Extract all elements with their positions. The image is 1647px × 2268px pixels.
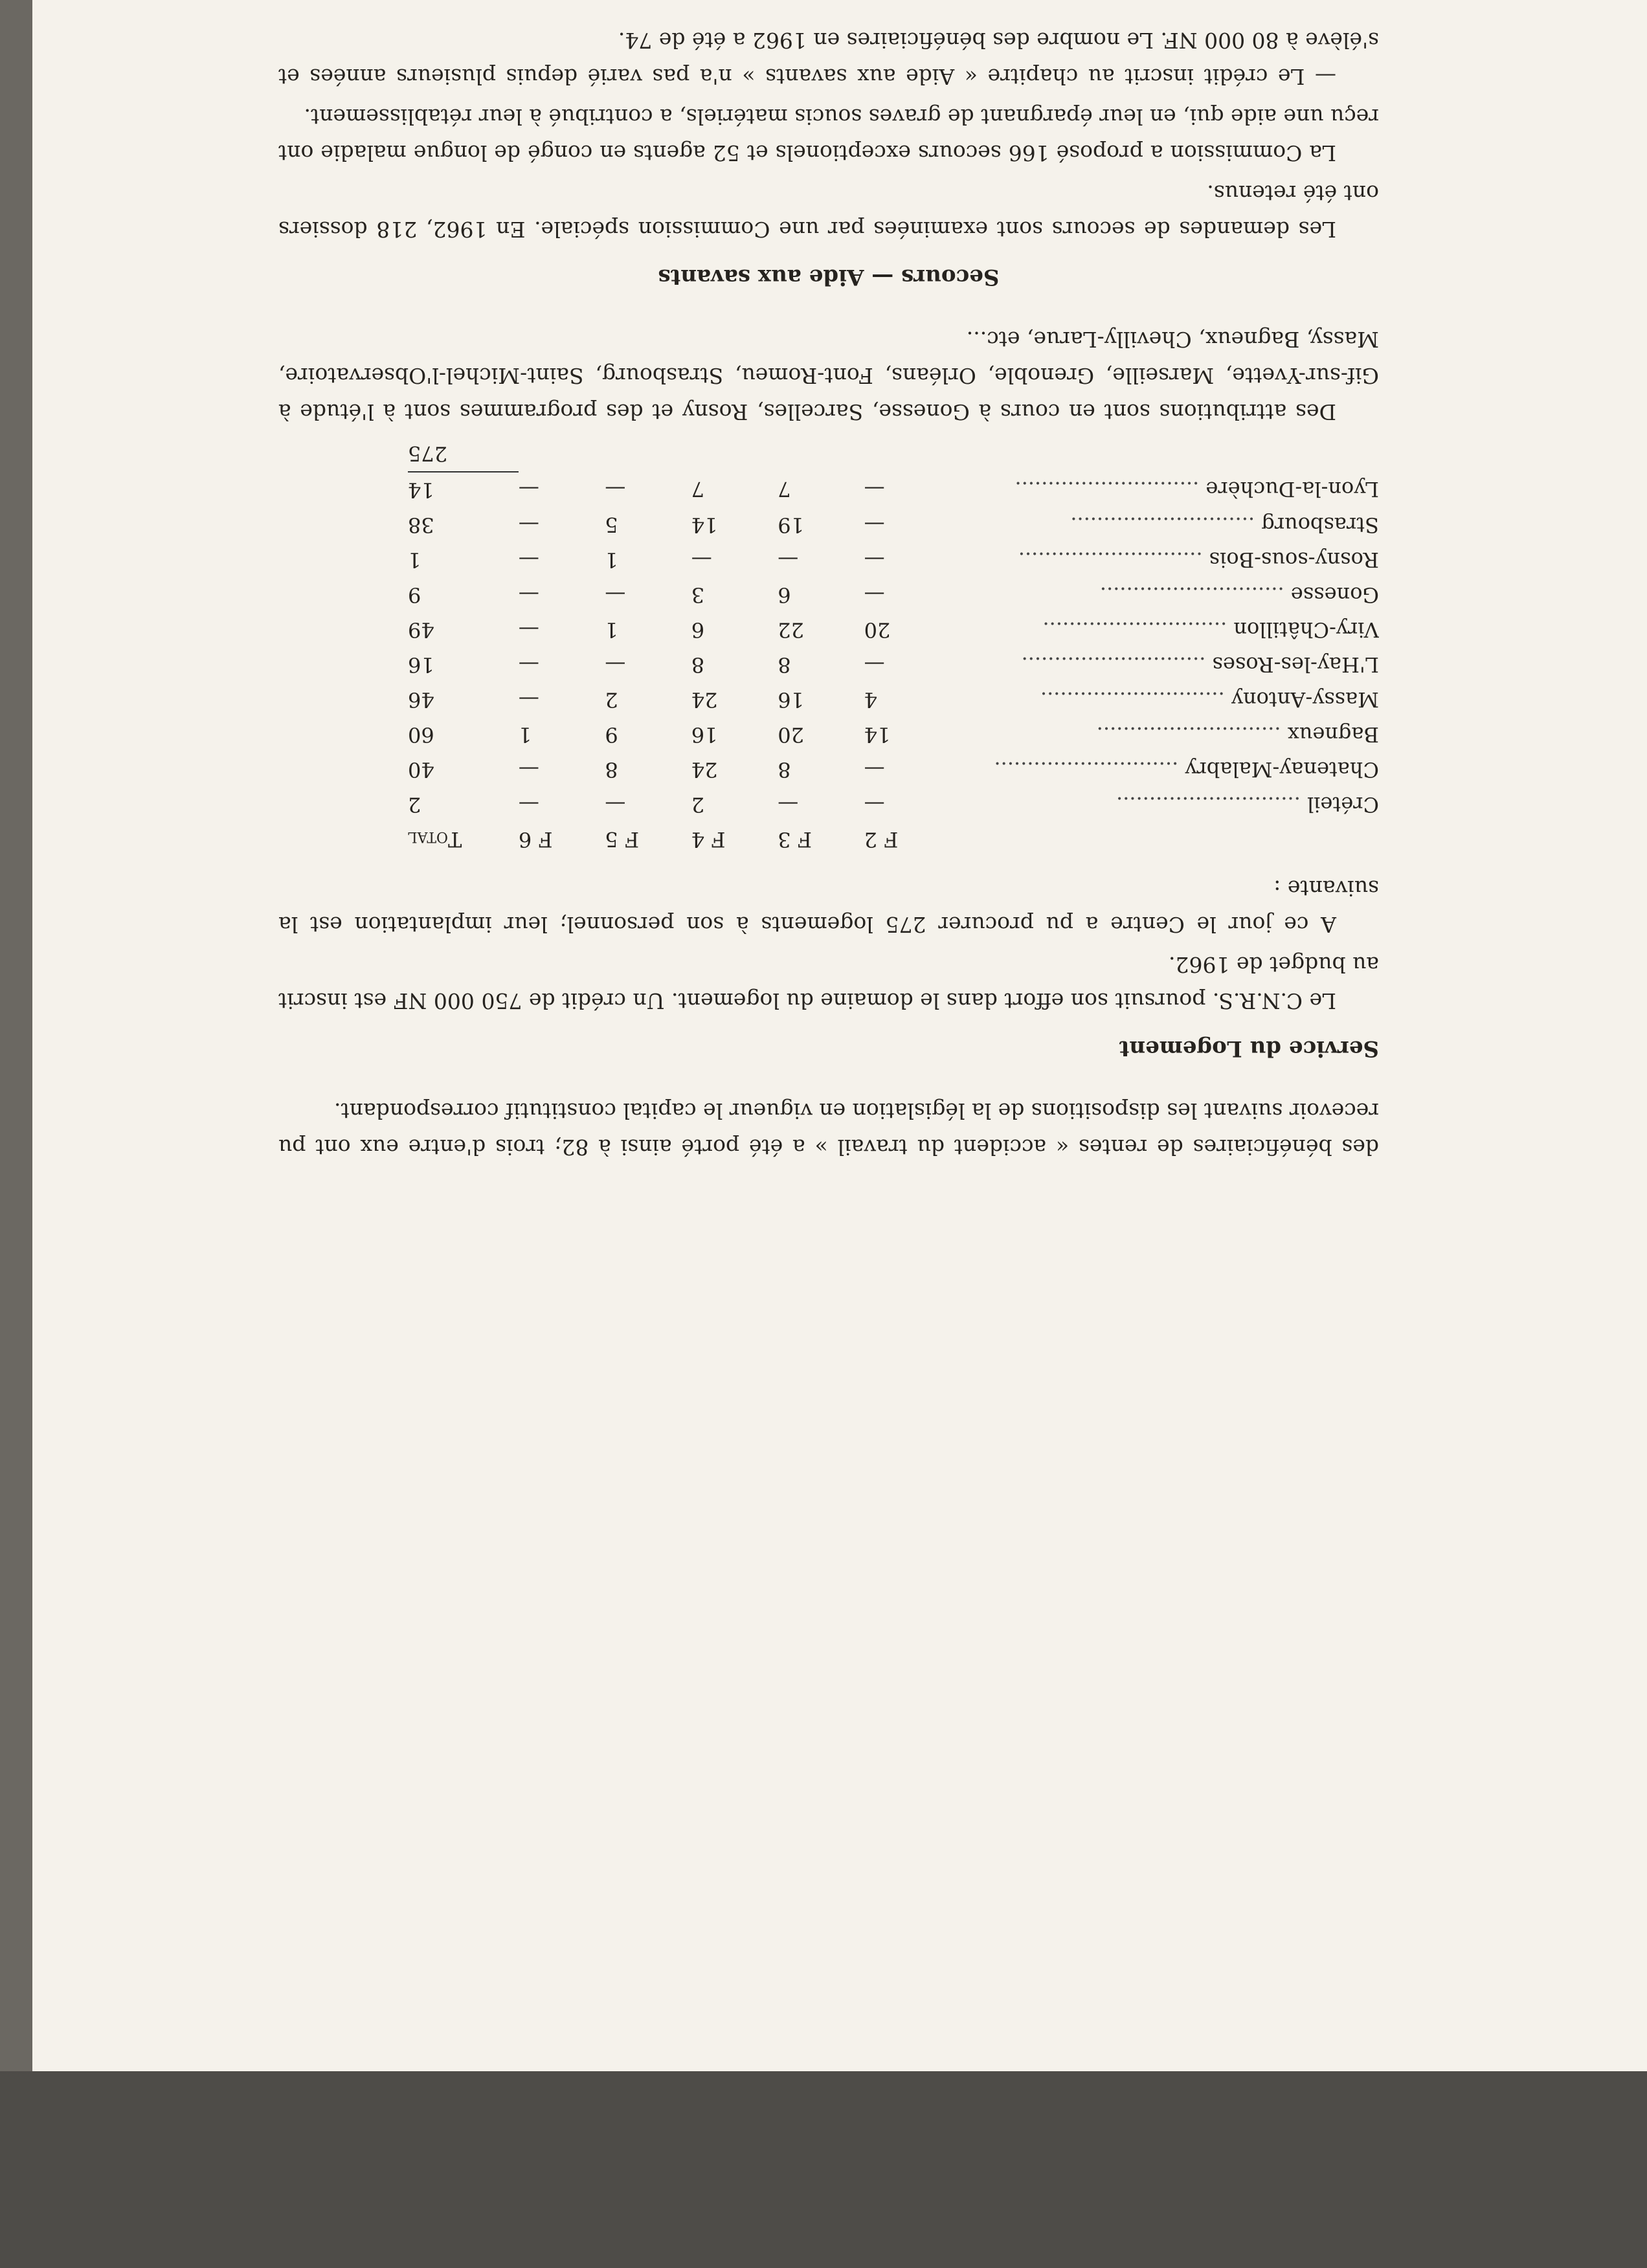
cell-f5: 9 [605,722,618,747]
header-f5: F 5 [605,827,640,852]
cell-f2: — [864,652,885,677]
housing-paragraph-3: Des attributions sont en cours à Gonesse, Sarcelles, Rosny et des programmes sont à l'étude à Gif-sur-Yvette, Marseille, Grenoble, Orléans, Font-Romeu, Strasbourg, Saint-Michel-l'Observatoire, Massy, Bagneux, Chevilly-Larue, etc... [278,327,1379,425]
table-row [408,542,1379,577]
city [950,542,1379,577]
cell-f3: 6 [778,583,791,607]
rotated-page-content [32,0,1647,2071]
grand-total-row [408,436,1379,471]
table-row [408,752,1379,787]
aid-paragraph-3: — Le crédit inscrit au chapitre « Aide aux savants » n'a pas varié depuis plusieurs années et s'élève à 80 000 NF. Le nombre des bénéficiaires en 1962 a été de 74. [278,28,1379,89]
leader-dots: ............................ [1042,617,1234,642]
city-name: L'Hay-les-Roses [1212,652,1379,677]
cell-total: 46 [408,687,434,712]
city-name: Gonesse [1290,583,1379,607]
city [950,577,1379,612]
housing-paragraph-1: Le C.N.R.S. poursuit son effort dans le domaine du logement. Un crédit de 750 000 NF est inscrit au budget de 1962. [278,952,1379,1014]
city-name: Viry-Châtillon [1233,617,1379,642]
cell-total: 16 [408,652,434,677]
aid-heading: Secours — Aide aux savants [658,264,1000,290]
cell-total: 49 [408,617,434,642]
city-name: Massy-Antony [1231,687,1379,712]
city [950,787,1379,822]
cell-f3: — [778,548,799,572]
grand-total: 275 [408,441,448,466]
cell-f6: — [518,617,539,642]
cell-f5: 5 [605,513,618,537]
cell-f4: 2 [691,792,705,817]
table-row [408,472,1379,507]
header-f2: F 2 [864,827,899,852]
cell-f3: — [778,792,799,817]
city [950,507,1379,542]
cell-f6: — [518,548,539,572]
cell-f3: 22 [778,617,804,642]
leader-dots: ............................ [1040,687,1231,712]
cell-f3: 7 [778,477,791,502]
cell-total: 14 [408,478,434,502]
cell-f2: 4 [864,687,878,712]
cell-f3: 8 [778,757,791,782]
cell-total: 60 [408,722,434,747]
housing-paragraph-2: A ce jour le Centre a pu procurer 275 logements à son personnel; leur implantation est la suivante : [278,876,1379,937]
header-f4: F 4 [691,827,726,852]
cell-f6: — [518,792,539,817]
scan-background [0,2071,1647,2268]
intro-paragraph: des bénéficiaires de rentes « accident du travail » a été porté ainsi à 82; trois d'entre eux ont pu recevoir suivant les dispositions de la législation en vigueur le capital constitutif correspondant. [278,1098,1379,1160]
leader-dots: ............................ [1070,513,1262,537]
city [950,647,1379,682]
cell-f4: 24 [691,757,718,782]
cell-f5: — [605,792,626,817]
city-name: Rosny-sous-Bois [1209,548,1379,572]
leader-dots: ............................ [1096,722,1288,747]
city-name: Créteil [1307,792,1379,817]
table-row [408,577,1379,612]
leader-dots: ............................ [1099,583,1291,607]
header-f3: F 3 [778,827,812,852]
cell-total: 40 [408,757,434,782]
cell-f4: 3 [691,583,705,607]
cell-f4: 14 [691,513,718,537]
cell-f3: 8 [778,652,791,677]
city-name: Chatenay-Malabry [1185,757,1379,782]
cell-f6: — [518,652,539,677]
cell-f6: 1 [518,722,532,747]
cell-f5: 1 [605,617,618,642]
cell-f4: — [691,548,712,572]
cell-f6: — [518,687,539,712]
cell-f6: — [518,583,539,607]
leader-dots: ............................ [994,757,1185,782]
scan-left-edge [0,0,32,2268]
cell-f2: — [864,757,885,782]
city [950,682,1379,717]
cell-f2: — [864,792,885,817]
table-row [408,787,1379,822]
header-total: Total [408,827,462,852]
table-row [408,682,1379,717]
cell-f5: — [605,652,626,677]
page-body [278,0,1379,1165]
cell-f3: 20 [778,722,804,747]
cell-f4: 24 [691,687,718,712]
table-row [408,717,1379,752]
city [950,752,1379,787]
housing-table-header [408,822,1379,857]
document-page [32,0,1647,2071]
table-row [408,647,1379,682]
cell-f2: — [864,583,885,607]
cell-f5: 8 [605,757,618,782]
cell-f2: 20 [864,617,891,642]
housing-table-body [408,472,1379,822]
cell-f5: 1 [605,548,618,572]
cell-f5: — [605,477,626,502]
cell-f6: — [518,513,539,537]
cell-total: 2 [408,792,421,817]
cell-f4: 6 [691,617,705,642]
table-row [408,612,1379,647]
leader-dots: ............................ [1018,548,1209,572]
header-f6: F 6 [518,827,553,852]
leader-dots: ............................ [1116,792,1308,817]
header-city [950,822,1379,857]
city [950,472,1379,507]
cell-f3: 16 [778,687,804,712]
cell-f3: 19 [778,513,804,537]
city-name: Bagneux [1287,722,1379,747]
cell-f5: — [605,583,626,607]
cell-f6: — [518,477,539,502]
housing-table [408,436,1379,857]
city-name: Lyon-la-Duchère [1205,477,1379,502]
cell-f4: 8 [691,652,705,677]
city-name: Strasbourg [1261,513,1379,537]
cell-total: 9 [408,583,421,607]
leader-dots: ............................ [1014,477,1206,502]
aid-paragraph-1: Les demandes de secours sont examinées par une Commission spéciale. En 1962, 218 dossiers ont été retenus. [278,181,1379,242]
city [950,717,1379,752]
cell-f2: — [864,477,885,502]
leader-dots: ............................ [1021,652,1213,677]
table-row [408,507,1379,542]
cell-f4: 7 [691,477,705,502]
cell-f6: — [518,757,539,782]
cell-f4: 16 [691,722,718,747]
city [950,612,1379,647]
cell-f5: 2 [605,687,618,712]
cell-total: 38 [408,513,434,537]
cell-total: 1 [408,548,421,572]
cell-f2: 14 [864,722,891,747]
cell-f2: — [864,513,885,537]
aid-paragraph-2: La Commission a proposé 166 secours exceptionels et 52 agents en congé de longue maladie ont reçu une aide qui, en leur épargnant de graves soucis matériels, a contribué à leur rétablissement. [278,104,1379,166]
housing-heading: Service du Logement [1119,1036,1379,1062]
cell-f2: — [864,548,885,572]
